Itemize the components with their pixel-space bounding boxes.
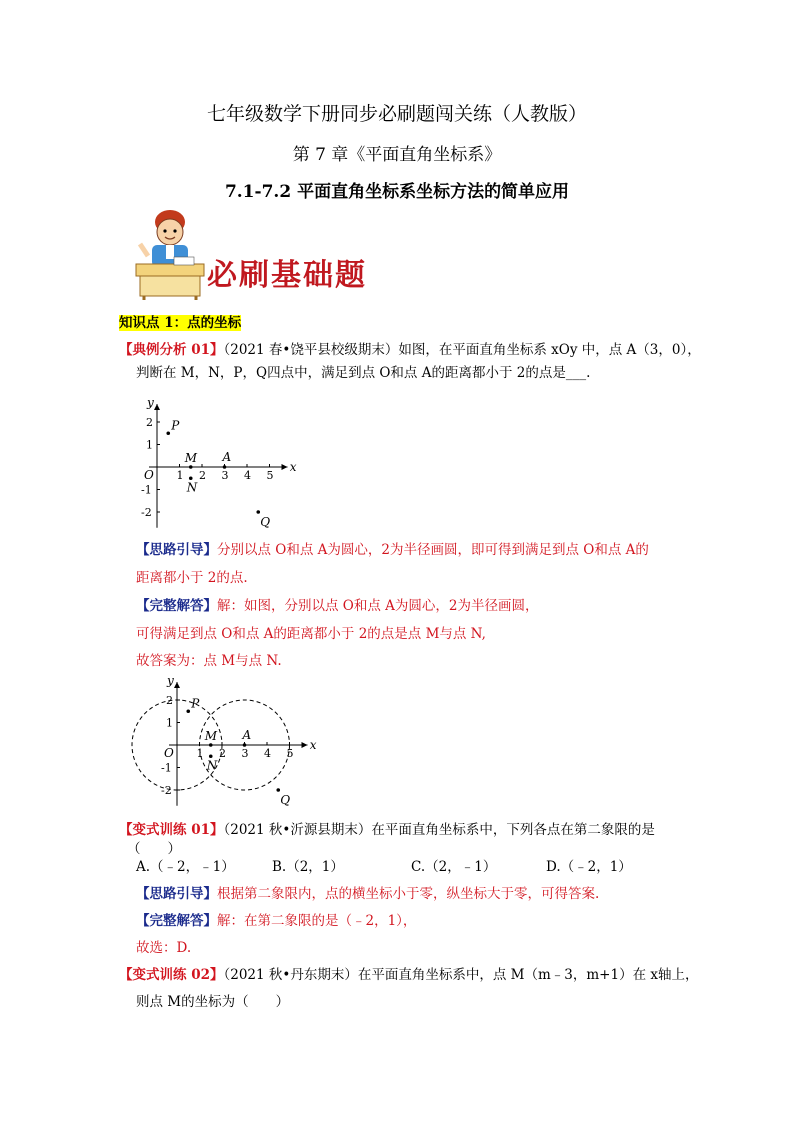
variant1-tag: 【变式训练 01】 <box>119 822 224 838</box>
x-tick-label: 2 <box>199 469 206 482</box>
point-label-q: Q <box>280 793 291 807</box>
x-tick-label: 5 <box>286 747 294 760</box>
x-tick-label: 1 <box>176 469 184 482</box>
point-label-p: P <box>171 418 180 433</box>
variant2-question: （2021 秋•丹东期末）在平面直角坐标系中，点 M（m﹣3，m+1）在 x轴上， <box>223 967 699 983</box>
origin-label: O <box>164 746 174 760</box>
y-tick-label: -1 <box>141 483 152 497</box>
variant2-line1 <box>119 966 698 985</box>
hint-tag: 【思路引导】 <box>136 542 217 558</box>
student-at-desk-icon <box>130 208 208 300</box>
x-axis-label: x <box>289 460 297 474</box>
point-label-q: Q <box>260 515 271 529</box>
y-axis-label: y <box>147 395 154 410</box>
variant1-hint <box>136 885 599 904</box>
point-label-m: M <box>184 451 198 465</box>
hint-text-1: 分别以点 O和点 A为圆心，2为半径画圆，即可得到满足到点 O和点 A的 <box>217 542 649 558</box>
point-a <box>223 465 227 469</box>
point-p <box>186 709 190 713</box>
y-tick-label: 1 <box>146 438 153 452</box>
example1-answer-line2: 可得满足到点 O和点 A的距离都小于 2的点是点 M与点 N, <box>136 626 486 642</box>
x-tick-label: 3 <box>241 747 249 760</box>
y-tick-label: 1 <box>166 716 173 730</box>
variant1-hint-tag: 【思路引导】 <box>136 886 217 902</box>
coordinate-graph-2 <box>130 672 330 812</box>
point-q <box>256 510 260 514</box>
y-axis-label: y <box>167 673 174 688</box>
x-axis-arrow <box>282 464 288 470</box>
variant1-hint-text: 根据第二象限内，点的横坐标小于零，纵坐标大于零，可得答案. <box>217 886 600 902</box>
variant1-option-b: B.（2，1） <box>272 859 344 875</box>
variant1-option-d: D.（﹣2，1） <box>546 859 632 875</box>
point-p <box>166 431 170 435</box>
coordinate-graph-1 <box>130 392 300 532</box>
variant1-option-c: C.（2，﹣1） <box>411 859 497 875</box>
point-label-p: P <box>191 696 200 711</box>
example1-tag: 【典例分析 01】 <box>119 342 224 358</box>
section-title: 7.1-7.2 平面直角坐标系坐标方法的简单应用 <box>224 182 570 202</box>
chapter-title: 第 7 章《平面直角坐标系》 <box>292 145 502 165</box>
point-m <box>209 743 213 747</box>
knowledge-point-label: 知识点 1：点的坐标 <box>119 315 242 331</box>
x-tick-label: 2 <box>219 747 226 760</box>
x-tick-label: 1 <box>196 747 204 760</box>
x-tick-label: 4 <box>264 747 271 760</box>
knowledge-point-heading <box>119 314 241 333</box>
variant2-line2: 则点 M的坐标为（ ） <box>136 994 290 1010</box>
point-label-n: N <box>186 480 198 495</box>
x-tick-label: 4 <box>244 469 251 482</box>
x-axis-arrow <box>302 742 308 748</box>
variant1-answer-tag: 【完整解答】 <box>136 913 217 929</box>
variant1-answer-text: 解：在第二象限的是（﹣2，1）， <box>217 913 417 929</box>
x-axis-label: x <box>309 738 317 752</box>
y-axis-arrow <box>174 682 180 688</box>
example1-question-1: （2021 春•饶平县校级期末）如图，在平面直角坐标系 xOy 中，点 A（3，0）， <box>223 342 701 358</box>
point-a <box>243 743 247 747</box>
variant1-choice: 故选：D. <box>136 940 192 956</box>
origin-label: O <box>144 468 154 482</box>
example1-line2: 判断在 M，N，P，Q四点中，满足到点 O和点 A的距离都小于 2的点是___. <box>136 365 591 381</box>
y-tick-label: -2 <box>141 506 152 519</box>
point-label-a: A <box>242 728 252 742</box>
document-title: 七年级数学下册同步必刷题闯关练（人教版） <box>206 103 587 125</box>
y-axis-arrow <box>154 404 160 410</box>
example1-line1 <box>119 341 701 360</box>
variant1-blank: （ ） <box>127 841 181 857</box>
banner-title: 必刷基础题 <box>207 258 367 293</box>
answer-tag: 【完整解答】 <box>136 598 217 614</box>
variant1-option-a: A.（﹣2，﹣1） <box>136 859 235 875</box>
y-tick-label: -2 <box>161 784 172 797</box>
point-label-n: N <box>206 758 218 773</box>
point-label-a: A <box>222 450 232 464</box>
variant1-question: （2021 秋•沂源县期末）在平面直角坐标系中，下列各点在第二象限的是 <box>223 822 655 838</box>
y-tick-label: 2 <box>166 694 173 707</box>
y-tick-label: 2 <box>146 416 153 429</box>
variant2-tag: 【变式训练 02】 <box>119 967 224 983</box>
point-m <box>189 465 193 469</box>
variant1-line1 <box>119 821 655 840</box>
answer-text-1: 解：如图，分别以点 O和点 A为圆心，2为半径画圆， <box>217 598 539 614</box>
example1-hint-line2: 距离都小于 2的点. <box>136 570 248 586</box>
x-tick-label: 3 <box>221 469 229 482</box>
point-label-m: M <box>204 729 218 743</box>
point-q <box>276 788 280 792</box>
example1-hint-line1 <box>136 541 649 560</box>
variant1-answer <box>136 912 416 931</box>
example1-answer-line1 <box>136 597 539 616</box>
example1-answer-line3: 故答案为：点 M与点 N. <box>136 653 282 669</box>
y-tick-label: -1 <box>161 761 172 775</box>
x-tick-label: 5 <box>266 469 274 482</box>
